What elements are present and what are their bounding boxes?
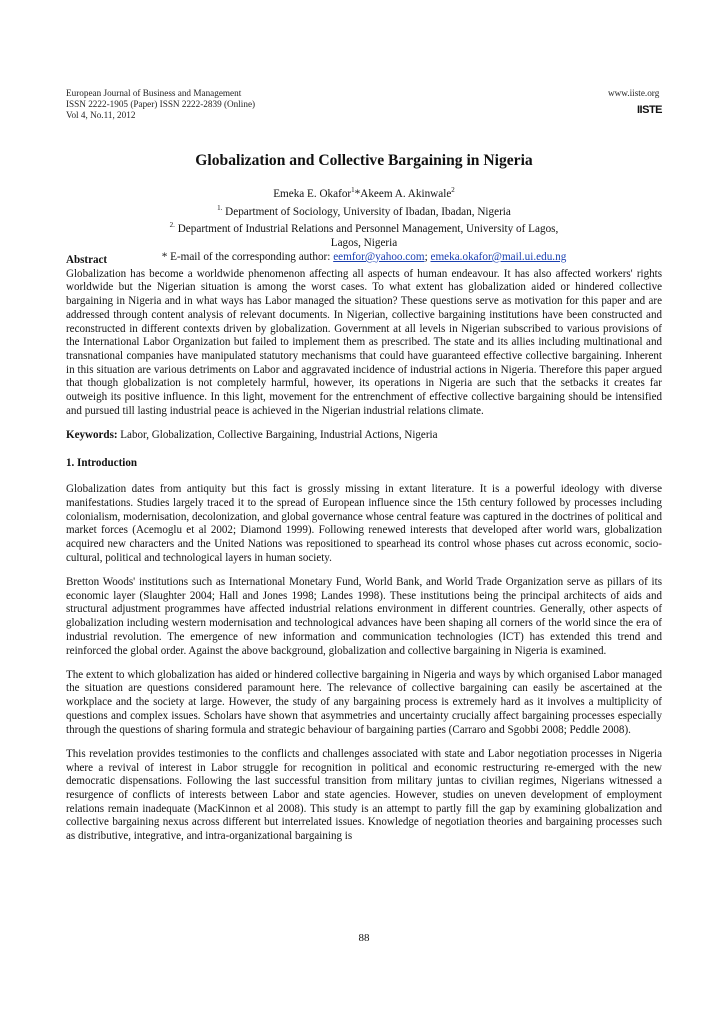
email-link-2[interactable]: emeka.okafor@mail.ui.edu.ng [430, 250, 567, 263]
intro-paragraph-2: Bretton Woods' institutions such as International Monetary Fund, World Bank, and World Trade Organization serve as pillars of its economic layer (Slaughter 2004; Hall and Jones 1998; Landes 1998). These institutions being the principal architects of aids and structural adjustment programmes have affected industrial relations environment in different countries. Generally, other aspects of globalization including western modernisation and technological advances have been shaping all corners of the world since the era of industrial revolution. The emergence of new information and communication technologies (ICT) has extended this trend and reinforced the global order. Against the above background, globalization and collective bargaining in Nigeria is examined. [66, 576, 662, 657]
author-2: *Akeem A. Akinwale [354, 188, 452, 200]
paper-title: Globalization and Collective Bargaining in Nigeria [195, 152, 533, 169]
keywords-label: Keywords: [66, 428, 118, 441]
corresponding-email-line: * E-mail of the corresponding author: eemfor@yahoo.com; emeka.okafor@mail.ui.edu.ng [161, 250, 567, 263]
affiliation-2-city: Lagos, Nigeria [330, 237, 398, 250]
author-1: Emeka E. Okafor [273, 188, 352, 200]
page-number: 88 [358, 932, 370, 944]
author-2-sup: 2 [451, 186, 455, 194]
keywords-list: Labor, Globalization, Collective Bargaining, Industrial Actions, Nigeria [117, 428, 438, 441]
iiste-logo [637, 100, 661, 120]
logo-text: IISTE [637, 104, 663, 116]
intro-paragraph-1: Globalization dates from antiquity but this fact is grossly missing in extant literature. It is a powerful ideology with diverse manifestations. Studies largely traced it to the spread of European influence since the 15th century followed by processes including colonialism, modernisation, decolonization, and global governance whose central feature was captured in the doctrines of political and market forces (Acemoglu et al 2002; Diamond 1999). Following renewed interests that developed after world wars, globalization acquired new characters and the United Nations was repositioned to spearhead its control whose phases cut across economic, socio-cultural, political and technological layers in human society. [66, 483, 662, 564]
abstract-heading: Abstract [66, 254, 108, 266]
author-1-sup: 1 [351, 186, 355, 194]
journal-header [66, 88, 255, 122]
intro-paragraph-3: The extent to which globalization has aided or hindered collective bargaining in Nigeria and ways by which organised Labor managed the situation are questions considered paramount here. The relevance of collective bargaining can easily be ascertained at the workplace and the society at large. However, the study of any bargaining process is extremely hard as it involves a multiplicity of questions and complex issues. Scholars have shown that asymmetries and uncertainty crucially affect bargaining processes especially through the questions of sharing formula and strategic behaviour of bargaining parties (Carraro and Sgobbi 2008; Peddle 2008). [66, 668, 662, 736]
journal-issn: ISSN 2222-1905 (Paper) ISSN 2222-2839 (Online) [66, 99, 256, 110]
affiliation-2: $^{2.}$ Department of Industrial Relations and Personnel Management, University of Lagos, [169, 221, 559, 236]
keywords-line [66, 429, 662, 443]
section-heading-introduction: 1. Introduction [66, 456, 138, 469]
abstract-text: Globalization has become a worldwide phenomenon affecting all aspects of human endeavour. It has also affected workers' rights worldwide but the Nigerian situation is among the worst cases. To what extent has globalization aided or hindered collective bargaining in Nigeria and in what ways has Labor managed the situation? These questions serve as motivation for this paper and are addressed through content analysis of relevant documents. In Nigerian, collective bargaining institutions have been constructed and reconstructed in different contexts driven by globalization. Government at all levels in Nigerian subscribed to various provisions of the International Labor Organization but failed to implement them as prescribed. The state and its allies including multinational and transnational companies have manipulated statutory mechanisms that could have guaranteed effective collective bargaining. Inherent in this situation are various detriments on Labor and aggravated incidence of industrial actions in Nigeria. Therefore this paper argued that though globalization is not completely harmful, however, its operations in Nigeria are such that the setbacks it creates far outweigh its positive influence. In this light, movement for the entrenchment of effective collective bargaining should be intensified and pursued till lasting industrial peace is achieved in the Nigerian industrial relations climate. [66, 267, 662, 417]
author-block [66, 184, 662, 265]
email-link-1[interactable]: eemfor@yahoo.com [333, 250, 425, 263]
intro-paragraph-4: This revelation provides testimonies to the conflicts and challenges associated with state and Labor negotiation processes in Nigeria where a revival of interest in Labor struggle for recognition in political and economic restructuring re-emerged with the new democratic dispensations. Following the last successful transition from military juntas to civilian regimes, Nigerians witnessed a resurgence of conflicts of interests between Labor and state agencies. However, studies on uneven development of employment relations remain inadequate (MacKinnon et al 2008). This study is an attempt to partly fill the gap by examining globalization and collective bargaining nexus across different but interrelated issues. Knowledge of negotiation theories and bargaining processes such as distributive, integrative, and intra-organizational bargaining is [66, 747, 662, 843]
journal-volume: Vol 4, No.11, 2012 [66, 110, 136, 121]
journal-url: www.iiste.org [608, 88, 660, 98]
authors-line [66, 184, 662, 202]
paper-body [66, 254, 662, 854]
journal-name: European Journal of Business and Management [66, 88, 242, 98]
affiliation-1: $^{1.}$ Department of Sociology, University of Ibadan, Ibadan, Nigeria [217, 203, 511, 218]
